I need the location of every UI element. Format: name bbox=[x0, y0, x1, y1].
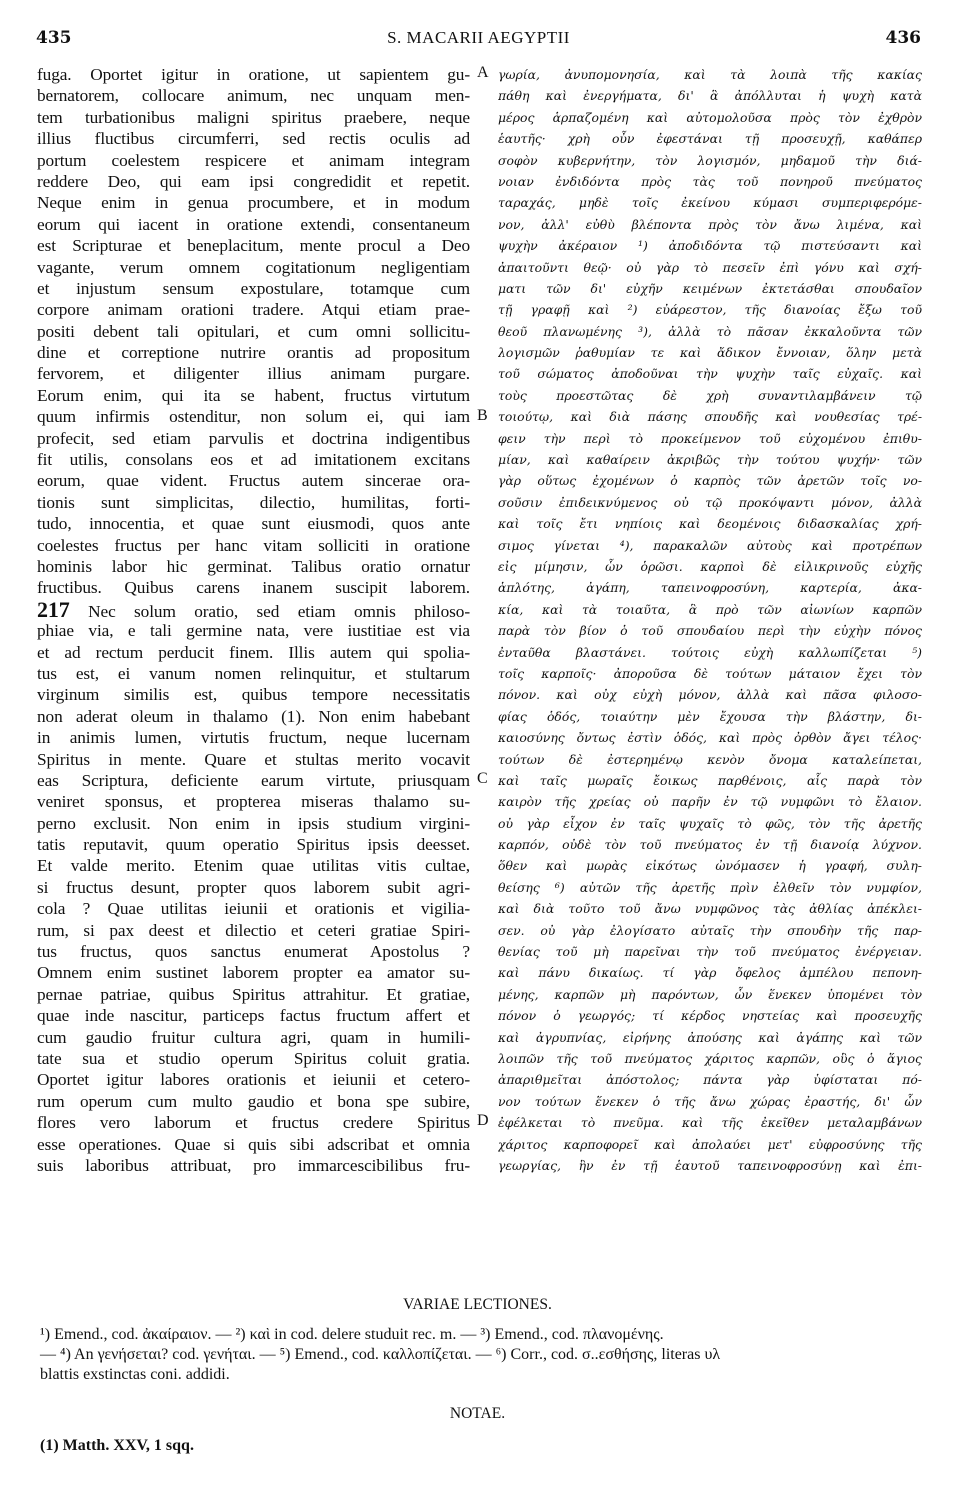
latin-line: reddere Deo, qui eam ipsi congredidit et repetit. bbox=[37, 171, 470, 191]
latin-line: veniret sponsus, et propterea miseras thalamo su- bbox=[37, 792, 470, 812]
latin-line: portum coelestem respicere et animam integram bbox=[37, 150, 470, 170]
greek-column bbox=[498, 64, 922, 1176]
latin-line: et injustum sensum expostulare, totamque cum bbox=[37, 278, 470, 298]
latin-line: bernatorem, collocare animum, nec unquam men- bbox=[37, 86, 470, 106]
latin-line: tem turbationibus maligni spiritus praebere, neque bbox=[37, 107, 470, 127]
section-marker-b: B bbox=[477, 407, 488, 424]
greek-line: λοιπῶν τῆς τοῦ πνεύματος χάριτος καρπῶν, οὓς ὁ ἅγιος bbox=[498, 1050, 922, 1066]
latin-line: fit utilis, consolans eos et ad imitationem excitans bbox=[37, 450, 470, 470]
latin-line: rum, si pax deest et dilectio et ceteri gratiae Spiri- bbox=[37, 920, 470, 940]
greek-line: θεοῦ πλανωμένης ³), ἀλλὰ τὸ πᾶσαν ἐκκαλοῦντα τῶν bbox=[498, 323, 922, 339]
greek-line: οὐ γὰρ εἶχον ἐν ταῖς ψυχαῖς τὸ φῶς, τὸν τῆς ἀρετῆς bbox=[498, 815, 922, 831]
left-page-number: 435 bbox=[36, 28, 72, 48]
greek-line: εἰς μίμησιν, ὧν ὁρῶσι. καρποὶ δὲ εἰλικρινοῦς εὐχῆς bbox=[498, 558, 922, 574]
variae-line: blattis exstinctas coni. addidi. bbox=[40, 1366, 230, 1383]
latin-line: eorum, quae vident. Fructus autem sincerae ora- bbox=[37, 471, 470, 491]
greek-line: μέρος ἁρπαζομένη καὶ αὐτομολοῦσα πρὸς τὸν ἐχθρὸν bbox=[498, 109, 922, 125]
latin-line: flores vero laborum et fructus credere Spiritus bbox=[37, 1113, 470, 1133]
greek-line: θείσης ⁶) αὐτῶν τῆς ἀρετῆς πρὶν ἐλθεῖν τὸν νυμφίον, bbox=[498, 879, 922, 895]
latin-line: fuga. Oportet igitur in oratione, ut sapientem gu- bbox=[37, 65, 470, 84]
greek-line: γὰρ οὕτως ἐχομένων ὁ καρπὸς τῶν ἀρετῶν τοῖς νο- bbox=[498, 473, 922, 489]
latin-line: virginum similis est, quibus tempore necessitatis bbox=[37, 685, 470, 705]
greek-line: καρπόν, οὐδὲ τὸν τοῦ πνεύματος ἐν τῇ διανοίᾳ λύχνον. bbox=[498, 837, 922, 853]
latin-line: positi debent tali opitulari, et cum omni sollicitu- bbox=[37, 321, 470, 341]
greek-line: σεν. οὐ γὰρ ἐλογίσατο αὐταῖς τὴν σπουδὴν τῆς παρ- bbox=[498, 922, 922, 938]
latin-line: in animis lumen, virtutis fructum, neque lucernam bbox=[37, 728, 470, 748]
latin-line: vagante, verum omnem cogitationum negligentiam bbox=[37, 257, 470, 277]
greek-line: παρὰ τὸν βίον ὁ τοῦ σπουδαίου περὶ τὴν εὐχὴν πόνος bbox=[498, 623, 922, 639]
latin-line: non aderat oleum in thalamo (1). Non enim habebant bbox=[37, 706, 470, 726]
latin-line: illius fluctibus circumferri, sed rectis oculis ad bbox=[37, 129, 470, 149]
greek-line: καιοσύνης ὄντως ἐστὶν ὁδός, καὶ πρὸς ὀρθὸν ἄγει τέλος· bbox=[498, 730, 922, 746]
greek-line: καὶ ταῖς μωραῖς ἔοικως παρθένοις, αἷς παρὰ τὸν bbox=[498, 772, 922, 788]
latin-line: suis laboribus attribuat, pro immarcescibilibus fru- bbox=[37, 1155, 470, 1175]
greek-line: νοιαν ἐνδιδόντα πρὸς τὰς τοῦ πονηροῦ πνεύματος bbox=[498, 173, 922, 189]
greek-line: τῇ γραφῇ καὶ ²) εὐάρεστον, τῆς διανοίας ἔξω τοῦ bbox=[498, 302, 922, 318]
greek-line: καιρὸν τῆς χρείας οὐ παρῆν ἐν τῷ νυμφῶνι τὸ ἔλαιον. bbox=[498, 794, 922, 810]
latin-line: fructibus. Quibus carens inanem suscipit laborem. bbox=[37, 578, 470, 598]
greek-line: πόνον ὁ γεωργός; τί κέρδος νηστείας καὶ προσευχῆς bbox=[498, 1008, 922, 1024]
greek-line: νον, ἀλλ' εὐθὺ βλέποντα πρὸς τὸν ἄνω λιμένα, καὶ bbox=[498, 216, 922, 232]
greek-line: ματι τῶν δι' εὐχῆν κειμένων ἐκτετάσθαι σπουδαῖον bbox=[498, 280, 922, 296]
latin-line: rum operum cum multo gaudio et bona spe subire, bbox=[37, 1091, 470, 1111]
latin-line: eorum qui iacent in oratione extendi, consentaneum bbox=[37, 214, 470, 234]
greek-line: καὶ ἀγρυπνίας, εἰρήνης ἀπούσης καὶ ἀγάπης καὶ τῶν bbox=[498, 1029, 922, 1045]
greek-line: μένης, καρπῶν μὴ παρόντων, ὧν ἕνεκεν ὑπομένει τὸν bbox=[498, 986, 922, 1002]
latin-column bbox=[37, 64, 470, 1176]
latin-line: hominis labor hic germinat. Talibus oratio ornatur bbox=[37, 556, 470, 576]
greek-line: γεωργίας, ἣν ἐν τῇ ἑαυτοῦ ταπεινοφροσύνῃ καὶ ἐπι- bbox=[498, 1157, 922, 1173]
greek-line: φίας ὁδός, τοιαύτην μὲν ἔχουσα τὴν βλάστην, δι- bbox=[498, 708, 922, 724]
variae-line: ¹) Emend., cod. ἀκαίραιον. — ²) καὶ in cod. delere studuit rec. m. — ³) Emend., cod. πλανομένης. bbox=[40, 1326, 664, 1343]
notae bbox=[40, 1436, 920, 1456]
greek-line: χάριτος καρποφορεῖ καὶ ἀπολαύει μετ' εὐφροσύνης τῆς bbox=[498, 1136, 922, 1152]
latin-line: Eorum enim, qui ita se habent, fructus virtutum bbox=[37, 385, 470, 405]
latin-line: corpore animam orationi tradere. Atqui etiam prae- bbox=[37, 300, 470, 320]
greek-line: ἐφέλκεται τὸ πνεῦμα. καὶ τῆς ἐκεῖθεν μεταλαμβάνων bbox=[498, 1115, 922, 1131]
latin-line: eas Scriptura, deficiente earum virtute, priusquam bbox=[37, 770, 470, 790]
greek-line: τοὺς προεστῶτας δὲ χρὴ συναντιλαμβάνειν τῷ bbox=[498, 387, 922, 403]
running-header bbox=[36, 28, 921, 58]
greek-line: τοῦ σώματος ἀποδοῦναι τὴν ψυχὴν ταῖς εὐχαῖς. καὶ bbox=[498, 366, 922, 382]
latin-line: tus est, ei vanum nomen relinquitur, et stultarum bbox=[37, 663, 470, 683]
greek-line: σοφὸν κυβερνήτην, τὸν λογισμόν, μηδαμοῦ τὴν διά- bbox=[498, 152, 922, 168]
greek-line: καὶ διὰ τοῦτο τοῦ ἄνω νυμφῶνος τὰς ἀθλίας ἀπέκλει- bbox=[498, 901, 922, 917]
latin-line: quae inde nascitur, particeps factus fructum affert et bbox=[37, 1006, 470, 1026]
latin-line: Spiritus in mente. Quare et stultas merito vocavit bbox=[37, 749, 470, 769]
greek-line: θενίας τοῦ μὴ παρεῖναι τὴν τοῦ πνεύματος ἐνέργειαν. bbox=[498, 944, 922, 960]
greek-line: πόνον. καὶ οὐχ εὐχὴ μόνον, ἀλλὰ καὶ πᾶσα φιλοσο- bbox=[498, 687, 922, 703]
latin-line: tus fructus, quos sanctus enumerat Apostolus ? bbox=[37, 942, 470, 962]
latin-line: Et valde merito. Etenim quae utilitas vitis cultae, bbox=[37, 856, 470, 876]
latin-line: Oportet igitur labores orationis et ieiunii et cetero- bbox=[37, 1070, 470, 1090]
greek-line: ἁπλότης, ἀγάπη, ταπεινοφροσύνη, καρτερία, ἀκα- bbox=[498, 580, 922, 596]
greek-line: ταραχάς, μηδὲ τοῖς ἐκείνου κύμασι συμπεριφερόμε- bbox=[498, 195, 922, 211]
notae-title: NOTAE. bbox=[449, 1405, 506, 1422]
running-title: S. MACARII AEGYPTII bbox=[387, 28, 570, 47]
greek-line: μίαν, καὶ καθαίρειν ἀκριβῶς τὴν τούτου ψυχήν· τῶν bbox=[498, 452, 922, 468]
greek-line: νον τούτων ἕνεκεν ὁ τῆς ἄνω χώρας ἐραστής, δι' ὧν bbox=[498, 1093, 922, 1109]
variae-lectiones-title: VARIAE LECTIONES. bbox=[403, 1296, 552, 1313]
latin-line: tate sua et studio operum Spiritus coluit gratia. bbox=[37, 1048, 470, 1068]
greek-line: κία, καὶ τὰ τοιαῦτα, ἃ πρὸ τῶν αἰωνίων καρπῶν bbox=[498, 601, 922, 617]
greek-line: καὶ τοῖς ἔτι νηπίοις καὶ δεομένοις διδασκαλίας χρή- bbox=[498, 516, 922, 532]
greek-line: σοῦσιν ἐπιδεικνύμενος οὐ τῷ προκόψαντι μόνον, ἀλλὰ bbox=[498, 494, 922, 510]
latin-line: coelestes fructus per hanc vitam solliciti in oratione bbox=[37, 535, 470, 555]
section-marker-a: A bbox=[477, 64, 489, 81]
greek-line: τοιούτῳ, καὶ διὰ πάσης σπουδῆς καὶ νουθεσίας τρέ- bbox=[498, 409, 922, 425]
latin-line: pernae patriae, quibus Spiritus attrahitur. Et gratiae, bbox=[37, 984, 470, 1004]
latin-line: tionis sunt simplicitas, dilectio, humilitas, forti- bbox=[37, 492, 470, 512]
latin-line: dine et correptione nutrire orantis ad propositum bbox=[37, 343, 470, 363]
latin-line: fervorem, et diligenter illius animam purgare. bbox=[37, 364, 470, 384]
latin-line: et ad rectum perducit finem. Illis autem qui spolia- bbox=[37, 642, 470, 662]
latin-line: phiae via, e tali germine nata, vere iustitiae est via bbox=[37, 621, 470, 641]
section-marker-c: C bbox=[477, 770, 488, 787]
greek-line: σιμος γίνεται ⁴), παρακαλῶν αὐτοὺς καὶ προτρέπων bbox=[498, 537, 922, 553]
right-page-number: 436 bbox=[885, 28, 921, 48]
latin-line: Neque enim in genua procumbere, et in modum bbox=[37, 193, 470, 213]
greek-line: ἑαυτῆς· χρὴ οὖν ἐφεστάναι τῇ προσευχῇ, καθάπερ bbox=[498, 131, 922, 147]
greek-line: καὶ πάνυ δικαίως. τί γὰρ ὄφελος ἀμπέλου πεπονη- bbox=[498, 965, 922, 981]
greek-line: γωρία, ἀνυπομονησία, καὶ τὰ λοιπὰ τῆς κακίας bbox=[498, 67, 922, 82]
latin-line: cum gaudio fruitur cultura agri, quam in humili- bbox=[37, 1027, 470, 1047]
latin-line: est Scripturae et beneplacitum, mente procul a Deo bbox=[37, 236, 470, 256]
variae-line: — ⁴) An γενήσεται? cod. γενήται. — ⁵) Emend., cod. καλλοπίζεται. — ⁶) Corr., cod. σ..εσθήσης, literas υλ bbox=[40, 1346, 721, 1363]
latin-line: tatis reputavit, quum operatio Spiritus ipsis deesset. bbox=[37, 835, 470, 855]
latin-line: profecit, sed etiam parvulis et doctrina indigentibus bbox=[37, 428, 470, 448]
greek-line: ψυχὴν ἀκέραιον ¹) ἀποδιδόντα τῷ πιστεύσαντι καὶ bbox=[498, 238, 922, 254]
greek-line: τούτων δὲ ἐστερημένῳ κενὸν ὄνομα καταλείπεται, bbox=[498, 751, 922, 767]
greek-line: ὅθεν καὶ μωρὰς εἰκότως ὠνόμασεν ἡ γραφή, συλη- bbox=[498, 858, 922, 874]
note-line: (1) Matth. XXV, 1 sqq. bbox=[40, 1437, 194, 1454]
greek-line: πάθη καὶ ἐνεργήματα, δι' ἃ ἀπόλλυται ἡ ψυχὴ κατὰ bbox=[498, 88, 922, 104]
variae-lectiones bbox=[40, 1325, 920, 1385]
latin-line: quum infirmis ostenditur, non solum ei, qui iam bbox=[37, 407, 470, 427]
greek-line: ἐνταῦθα βλαστάνει. τούτοις εὐχὴ καλλωπίζεται ⁵) bbox=[498, 644, 922, 660]
greek-line: λογισμῶν ῥαθυμίαν τε καὶ ἄδικον ἔννοιαν, ὅλην μετὰ bbox=[498, 345, 922, 361]
latin-line: tudo, innocentia, et quae sunt eiusmodi, quos ante bbox=[37, 514, 470, 534]
latin-line: Omnem enim sustinet laborem propter ea amator su- bbox=[37, 963, 470, 983]
greek-line: ἀπαιτοῦντι θεῷ· οὐ γὰρ τὸ πεσεῖν ἐπὶ γόνυ καὶ σχή- bbox=[498, 259, 922, 275]
greek-line: τοῖς καρποῖς· ἀποροῦσα δὲ τούτων μάταιον ἔχει τὸν bbox=[498, 665, 922, 681]
greek-line: ἀπαριθμεῖται ἀπόστολος; πάντα γὰρ ὑφίσταται πό- bbox=[498, 1072, 922, 1088]
latin-line: cola ? Quae utilitas ieiunii et orationis et vigilia- bbox=[37, 899, 470, 919]
greek-line: φειν τὴν περὶ τὸ προκείμενον τοῦ εὐχομένου ἐπιθυ- bbox=[498, 430, 922, 446]
latin-line: 217 Nec solum oratio, sed etiam omnis philoso- bbox=[37, 598, 470, 621]
latin-line: si fructus desunt, propter quos laborem subit agri- bbox=[37, 877, 470, 897]
section-marker-d: D bbox=[477, 1112, 489, 1129]
column-number: 217 bbox=[37, 598, 70, 621]
latin-line: perno exclusit. Non enim in ipsis studium virgini- bbox=[37, 813, 470, 833]
latin-line: esse operationes. Quae si quis sibi adscribat et omnia bbox=[37, 1134, 470, 1154]
